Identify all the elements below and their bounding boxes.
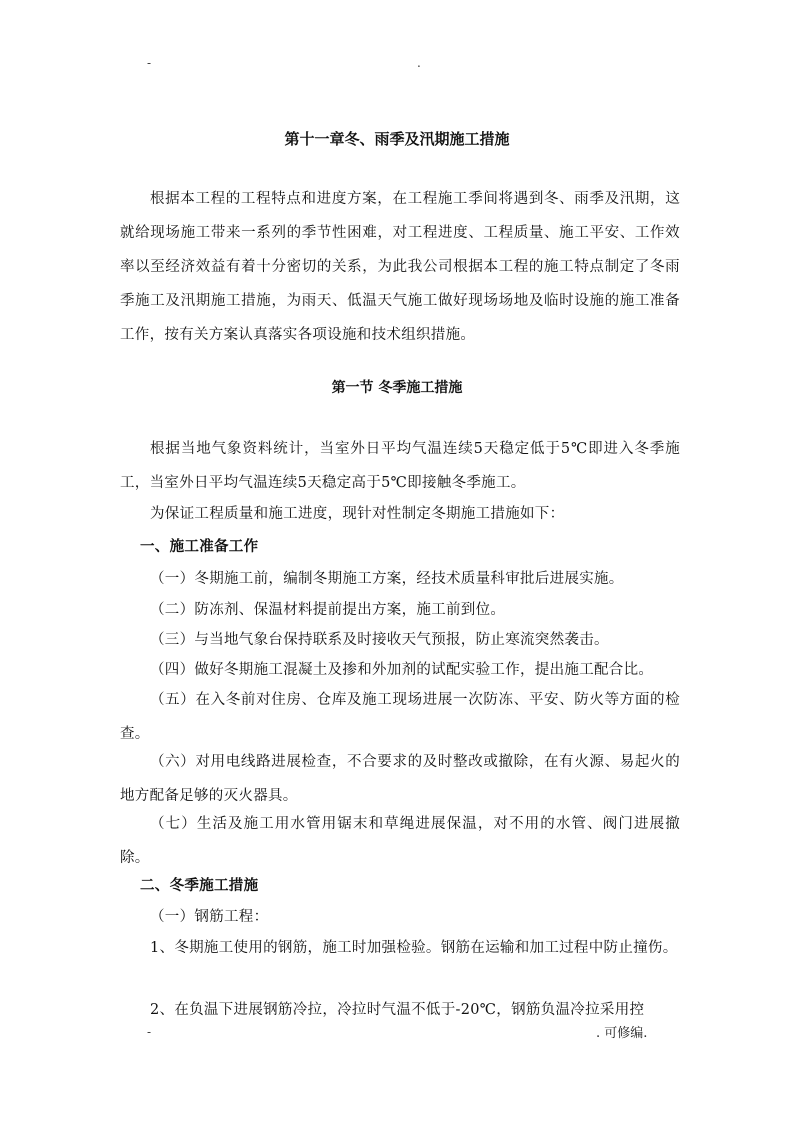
list-item: （七）生活及施工用水管用锯末和草绳进展保温，对不用的水管、阀门进展撤除。 [120,816,680,866]
steel-item: 1、冬期施工使用的钢筋，施工时加强检验。钢筋在运输和加工过程中防止撞伤。 [150,940,678,956]
list-item: （五）在入冬前对住房、仓库及施工现场进展一次防冻、平安、防火等方面的检查。 [120,692,680,742]
footer-mark-left: - [147,1025,152,1039]
header-mark-left: - [147,56,152,70]
climate-paragraph: 根据当地气象资料统计，当室外日平均气温连续5天稳定低于5℃即进入冬季施工，当室外日平均气温连续5天稳定高于5℃即接触冬季施工。 [120,441,680,491]
subheading-steel: （一）钢筋工程： [150,909,269,925]
intro-paragraph: 根据本工程的工程特点和进度方案，在工程施工季间将遇到冬、雨季及汛期，这就给现场施工带来一系列的季节性困难，对工程进度、工程质量、施工平安、工作效率以至经济效益有着十分密切的关系，为此我公司根据本工程的施工特点制定了冬雨季施工及汛期施工措施，为雨天、低温天气施工做好现场场地及临时设施的施工准备工作，按有关方案认真落实各项设施和技术组织措施。 [120,191,680,343]
section-title: 第一节 冬季施工措施 [331,380,463,396]
header-mark-right: . [417,56,421,70]
list-item: （一）冬期施工前，编制冬期施工方案，经技术质量科审批后进展实施。 [150,571,624,587]
list-item: （三）与当地气象台保持联系及时接收天气预报，防止寒流突然袭击。 [150,632,609,648]
list-item: （四）做好冬期施工混凝土及掺和外加剂的试配实验工作，提出施工配合比。 [150,662,654,678]
steel-item: 2、在负温下进展钢筋冷拉，冷拉时气温不低于-20℃，钢筋负温冷拉采用控 [150,1002,645,1018]
list-item: （二）防冻剂、保温材料提前提出方案，施工前到位。 [150,602,506,618]
footer-editable-note: . 可修编. [596,1026,648,1041]
heading-winter-measures: 二、冬季施工措施 [140,878,259,894]
measures-intro: 为保证工程质量和施工进度，现针对性制定冬期施工措施如下： [150,506,565,522]
chapter-title: 第十一章冬、雨季及汛期施工措施 [284,130,510,148]
heading-preparation: 一、施工准备工作 [140,539,259,555]
list-item: （六）对用电线路进展检查，不合要求的及时整改或撤除，在有火源、易起火的地方配备足够的灭火器具。 [120,754,680,804]
